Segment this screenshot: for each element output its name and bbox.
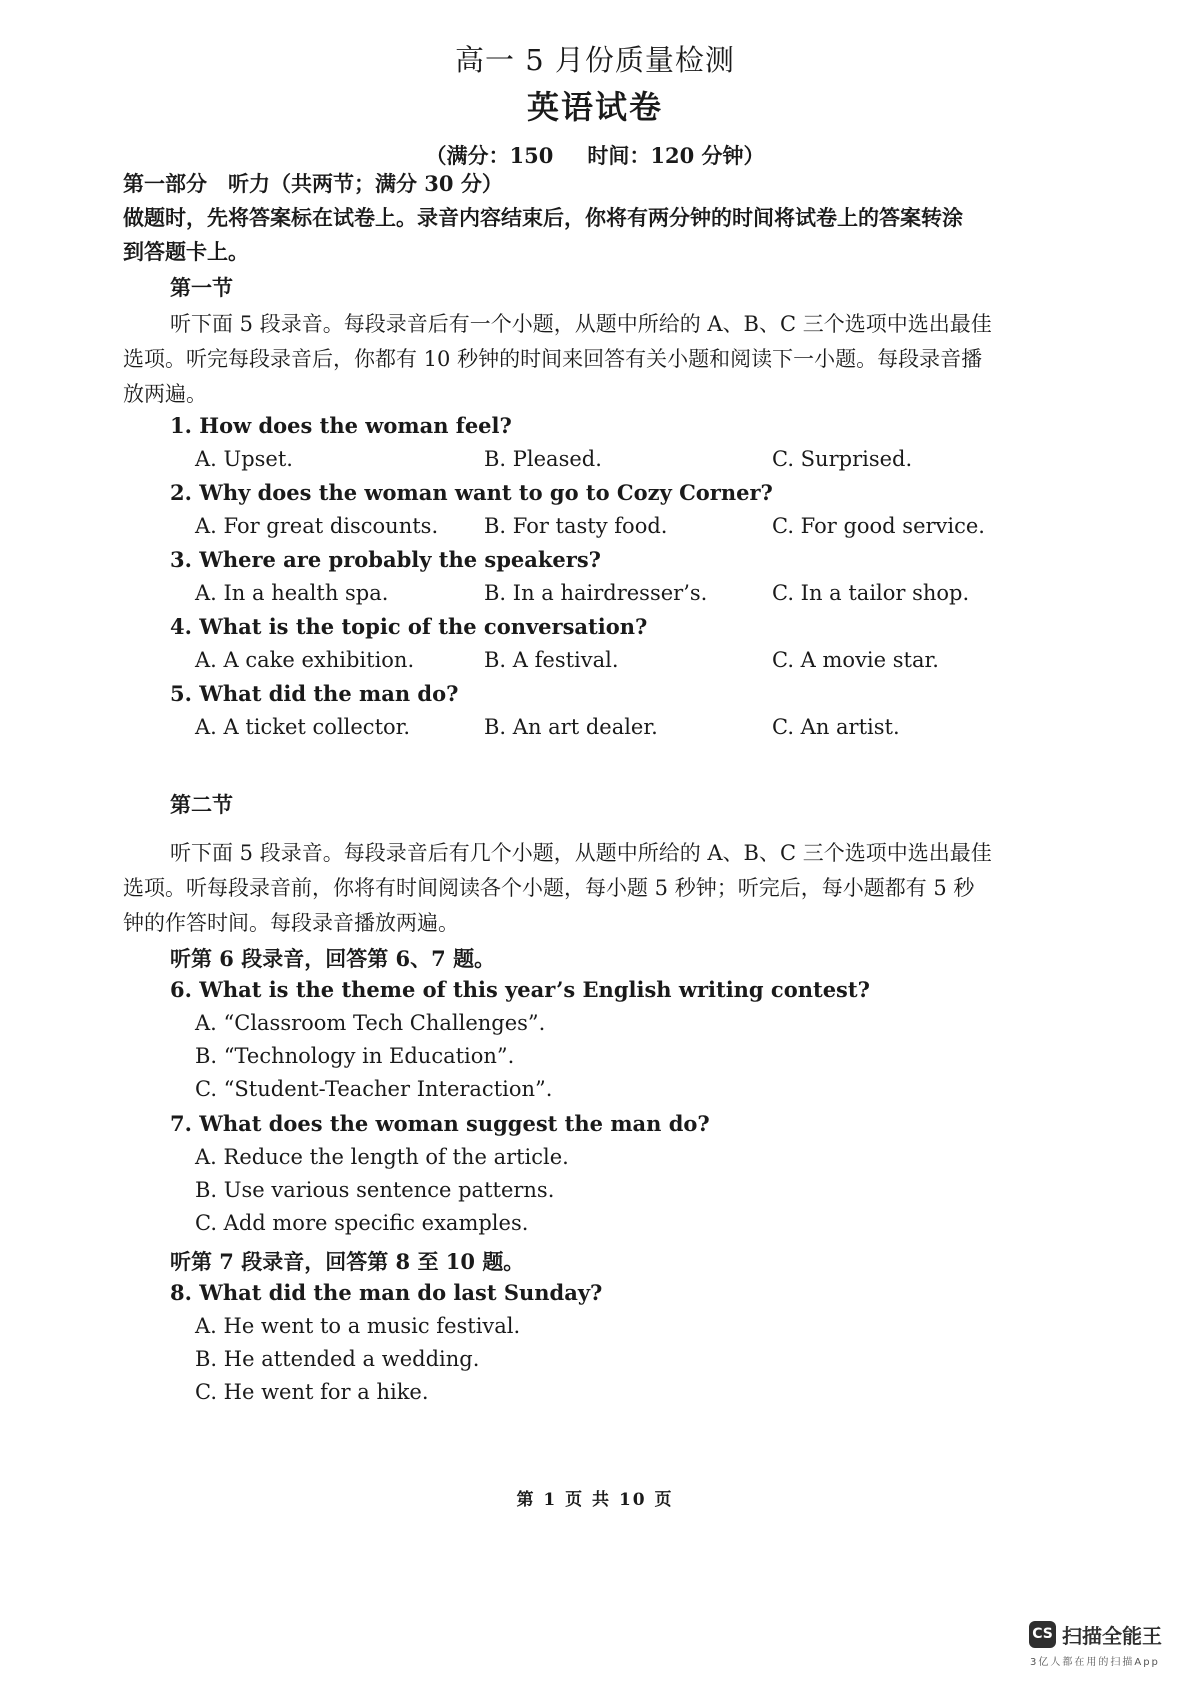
question-3: 3. Where are probably the speakers?: [170, 547, 601, 572]
question-2-option-a: A. For great discounts.: [195, 514, 439, 538]
section2-desc-line3: 钟的作答时间。每段录音播放两遍。: [123, 911, 459, 935]
page-number: 第 1 页 共 10 页: [516, 1490, 674, 1510]
part1-heading: 第一部分 听力（共两节；满分 30 分）: [123, 171, 503, 196]
question-1: 1. How does the woman feel?: [170, 413, 512, 438]
group-7-heading: 听第 7 段录音，回答第 8 至 10 题。: [170, 1249, 525, 1274]
time-info: 时间：120 分钟）: [587, 143, 765, 168]
section2-desc-line2: 选项。听每段录音前，你将有时间阅读各个小题，每小题 5 秒钟；听完后，每小题都有 5 秒: [123, 876, 975, 900]
question-4: 4. What is the topic of the conversation?: [170, 614, 648, 639]
question-8-option-b: B. He attended a wedding.: [195, 1347, 480, 1371]
part1-instruction-line1: 做题时，先将答案标在试卷上。录音内容结束后，你将有两分钟的时间将试卷上的答案转涂: [123, 205, 963, 230]
question-4-option-b: B. A festival.: [484, 648, 619, 672]
question-1-option-b: B. Pleased.: [484, 447, 602, 471]
question-2-option-c: C. For good service.: [772, 514, 985, 538]
question-7-option-c: C. Add more specific examples.: [195, 1211, 529, 1235]
section2-desc-line1: 听下面 5 段录音。每段录音后有几个小题，从题中所给的 A、B、C 三个选项中选出最佳: [170, 841, 992, 865]
question-6: 6. What is the theme of this year’s English writing contest?: [170, 977, 870, 1002]
question-8-option-a: A. He went to a music festival.: [195, 1314, 521, 1338]
section1-desc-line1: 听下面 5 段录音。每段录音后有一个小题，从题中所给的 A、B、C 三个选项中选出最佳: [170, 312, 992, 336]
camscanner-logo-icon: CS: [1029, 1621, 1056, 1648]
question-8-option-c: C. He went for a hike.: [195, 1380, 429, 1404]
question-5-option-a: A. A ticket collector.: [195, 715, 411, 739]
exam-meta: [0, 140, 1190, 170]
question-7: 7. What does the woman suggest the man do?: [170, 1111, 710, 1136]
question-5-option-b: B. An art dealer.: [484, 715, 658, 739]
section1-desc-line3: 放两遍。: [123, 382, 207, 406]
exam-title: 高一 5 月份质量检测: [455, 43, 735, 77]
question-6-option-c: C. “Student-Teacher Interaction”.: [195, 1077, 553, 1101]
question-4-option-c: C. A movie star.: [772, 648, 939, 672]
question-1-option-c: C. Surprised.: [772, 447, 913, 471]
watermark-title: 扫描全能王: [1062, 1624, 1162, 1648]
group-6-heading: 听第 6 段录音，回答第 6、7 题。: [170, 946, 496, 971]
question-2: 2. Why does the woman want to go to Cozy Corner?: [170, 480, 773, 505]
question-3-option-a: A. In a health spa.: [195, 581, 389, 605]
section1-desc-line2: 选项。听完每段录音后，你都有 10 秒钟的时间来回答有关小题和阅读下一小题。每段录音播: [123, 347, 983, 371]
part1-instruction-line2: 到答题卡上。: [123, 239, 249, 264]
question-1-option-a: A. Upset.: [195, 447, 293, 471]
section1-heading: 第一节: [170, 275, 233, 300]
question-7-option-b: B. Use various sentence patterns.: [195, 1178, 555, 1202]
question-4-option-a: A. A cake exhibition.: [195, 648, 415, 672]
question-7-option-a: A. Reduce the length of the article.: [195, 1145, 569, 1169]
question-6-option-a: A. “Classroom Tech Challenges”.: [195, 1011, 546, 1035]
question-5-option-c: C. An artist.: [772, 715, 900, 739]
question-3-option-b: B. In a hairdresser’s.: [484, 581, 708, 605]
question-2-option-b: B. For tasty food.: [484, 514, 668, 538]
question-5: 5. What did the man do?: [170, 681, 459, 706]
exam-subject: 英语试卷: [526, 88, 663, 126]
score-info: （满分：150: [425, 143, 554, 168]
watermark-subtitle: 3亿人都在用的扫描App: [1030, 1657, 1160, 1668]
section2-heading: 第二节: [170, 792, 233, 817]
question-3-option-c: C. In a tailor shop.: [772, 581, 970, 605]
question-8: 8. What did the man do last Sunday?: [170, 1280, 603, 1305]
question-6-option-b: B. “Technology in Education”.: [195, 1044, 515, 1068]
